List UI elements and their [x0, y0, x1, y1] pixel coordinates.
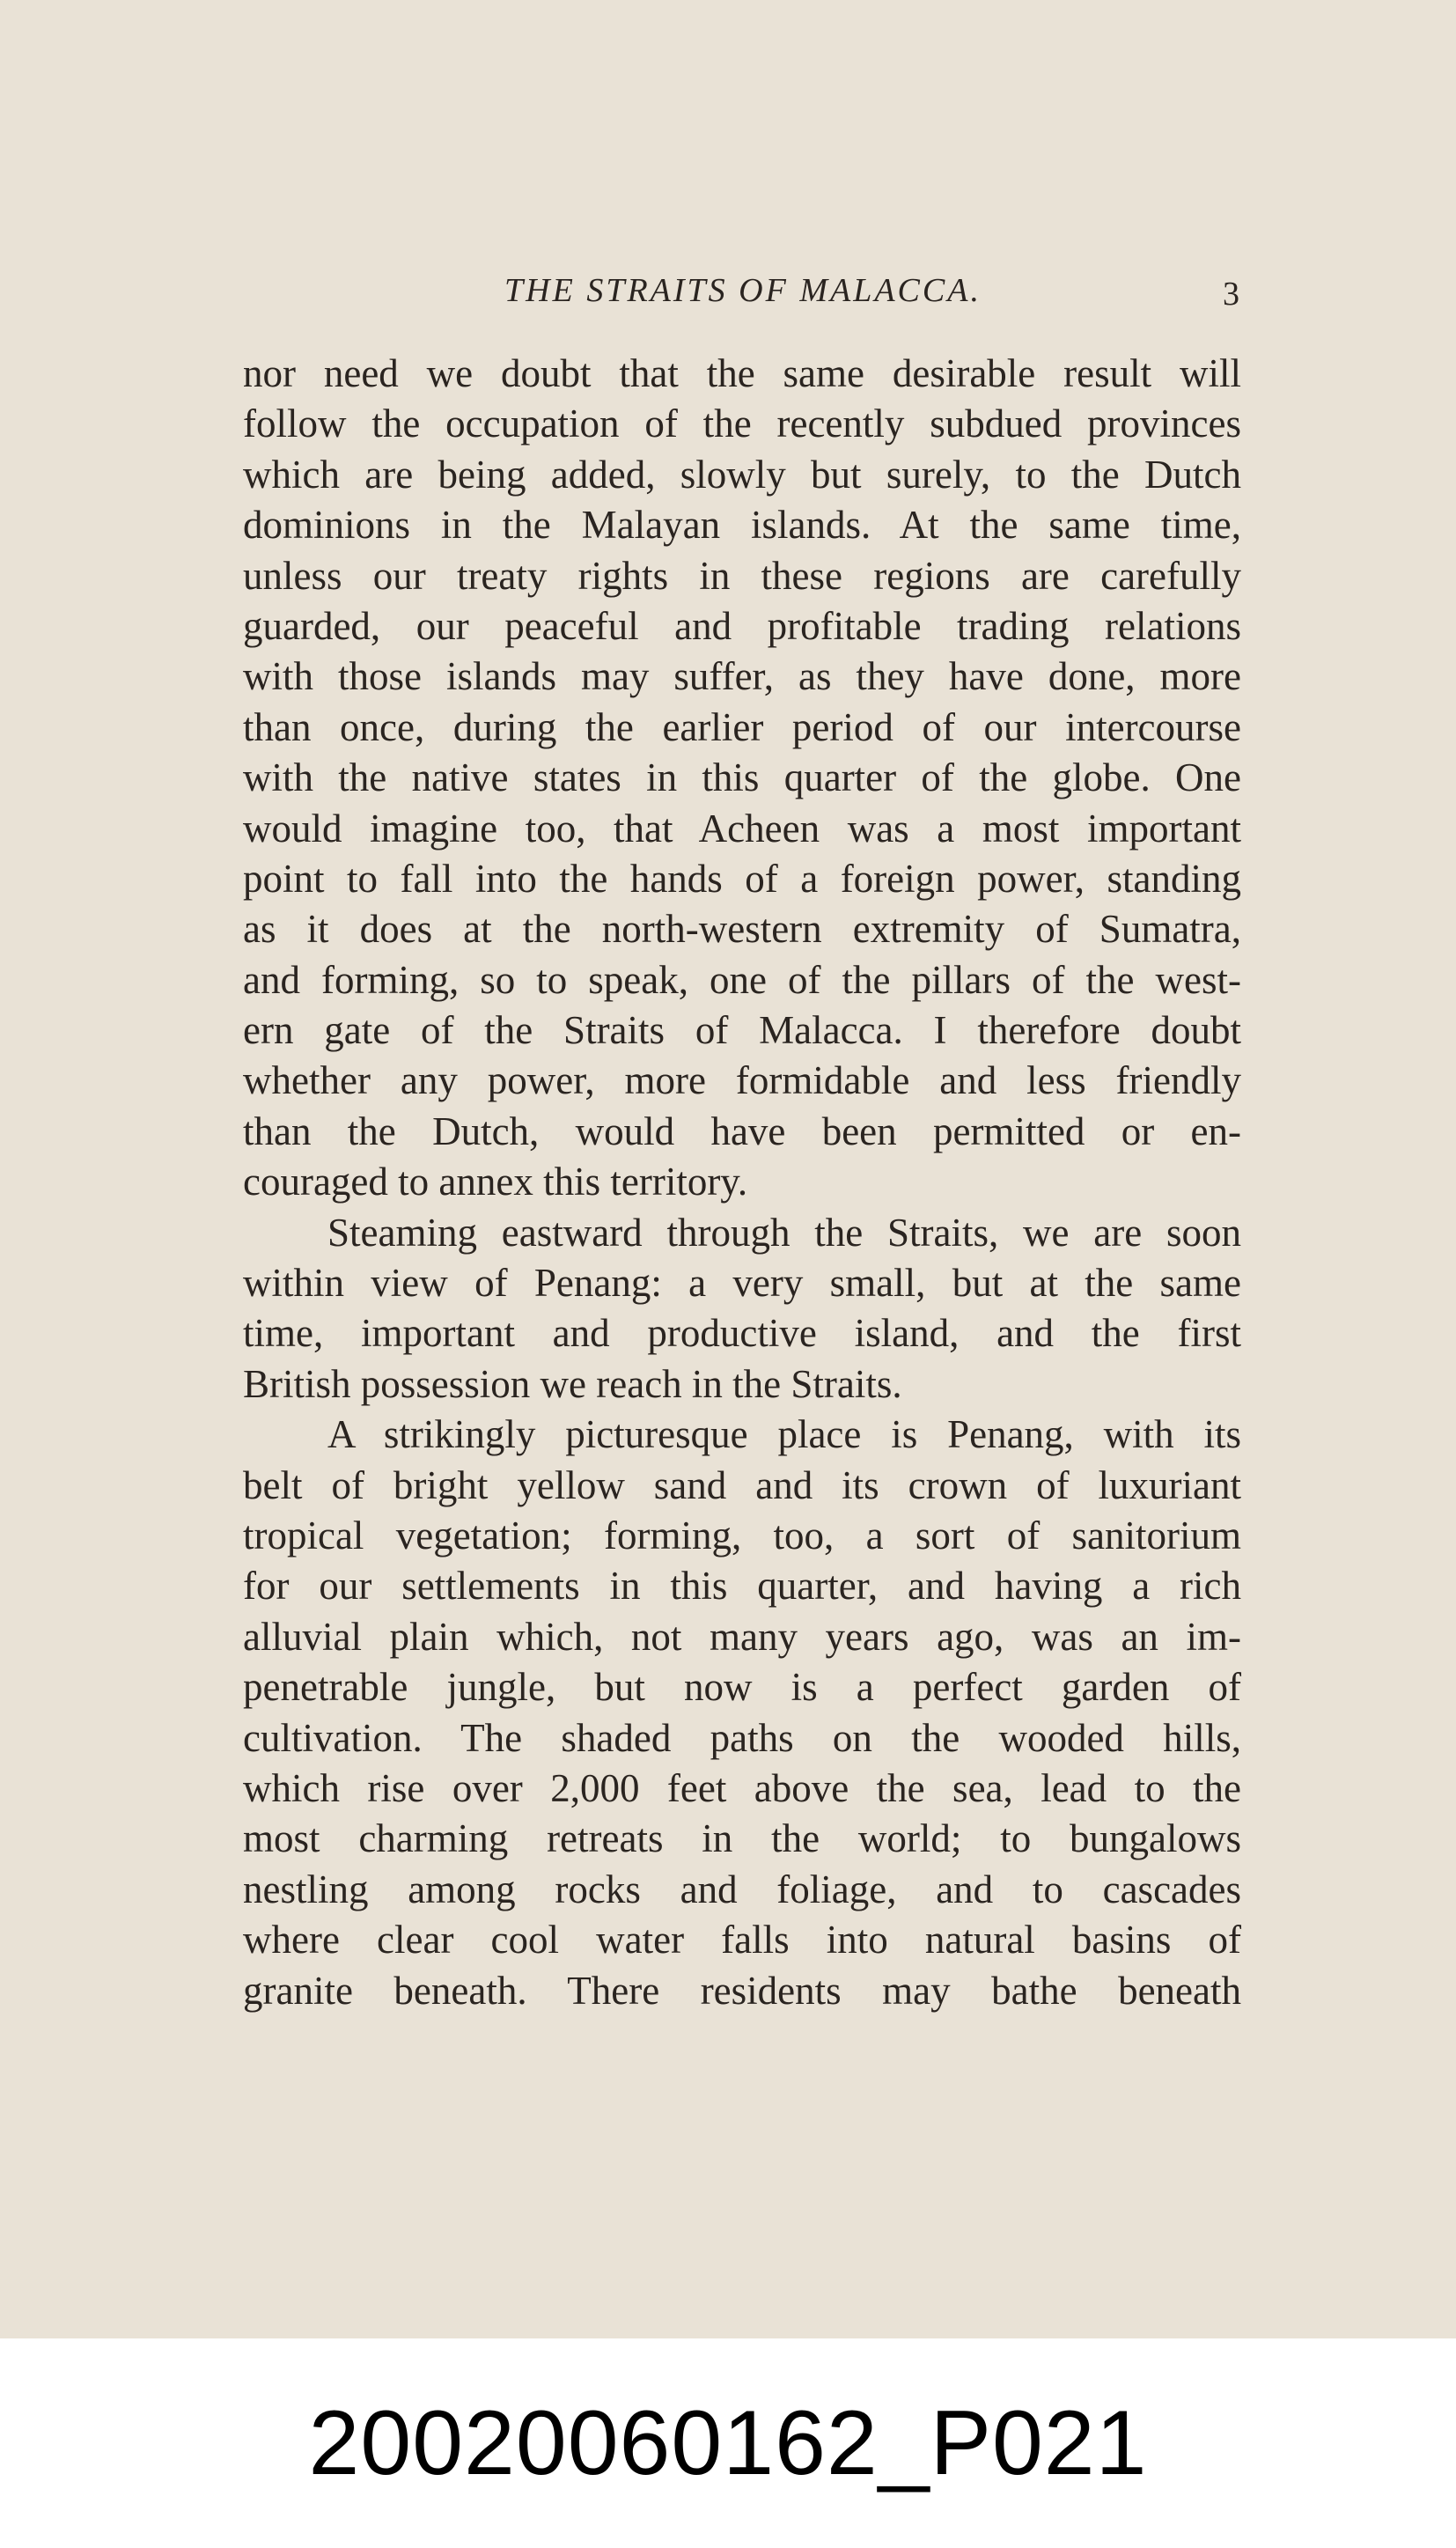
- text-line: guarded, our peaceful and profitable trading relations: [243, 603, 1241, 648]
- text-line: most charming retreats in the world; to bungalows: [243, 1816, 1241, 1861]
- text-line: where clear cool water falls into natural basins of: [243, 1918, 1241, 1963]
- text-line: penetrable jungle, but now is a perfect garden of: [243, 1665, 1241, 1710]
- text-line: which rise over 2,000 feet above the sea, lead to the: [243, 1765, 1241, 1810]
- scan-footer: [0, 2338, 1456, 2548]
- running-head: [246, 271, 1239, 324]
- text-line: dominions in the Malayan islands. At the same time,: [243, 503, 1241, 548]
- text-line: belt of bright yellow sand and its crown of luxuriant: [243, 1462, 1241, 1507]
- text-line: and forming, so to speak, one of the pillars of the west-: [243, 957, 1241, 1002]
- text-line: granite beneath. There residents may bathe beneath: [243, 1968, 1241, 2013]
- text-line: couraged to annex this territory.: [243, 1160, 748, 1204]
- text-line: with the native states in this quarter of the globe. One: [243, 755, 1241, 800]
- text-line: alluvial plain which, not many years ago, was an im-: [243, 1614, 1241, 1659]
- text-line: cultivation. The shaded paths on the wooded hills,: [243, 1715, 1241, 1760]
- body-text: [243, 349, 1241, 2016]
- running-title: THE STRAITS OF MALACCA.: [504, 272, 982, 309]
- text-line: British possession we reach in the Straits.: [243, 1361, 902, 1406]
- text-line: for our settlements in this quarter, and having a rich: [243, 1564, 1241, 1609]
- text-line: as it does at the north-western extremity of Sumatra,: [243, 907, 1241, 952]
- text-line: with those islands may suffer, as they have done, more: [243, 654, 1241, 699]
- text-line: nestling among rocks and foliage, and to cascades: [243, 1867, 1241, 1911]
- text-line: whether any power, more formidable and less friendly: [243, 1058, 1241, 1103]
- text-line: within view of Penang: a very small, but at the same: [243, 1261, 1241, 1306]
- text-line: A strikingly picturesque place is Penang, with its: [327, 1412, 1241, 1457]
- text-line: Steaming eastward through the Straits, we are soon: [327, 1210, 1241, 1255]
- text-line: follow the occupation of the recently subdued provinces: [243, 401, 1241, 446]
- text-line: point to fall into the hands of a foreign power, standing: [243, 856, 1241, 901]
- page-number: 3: [1223, 276, 1239, 313]
- text-line: ern gate of the Straits of Malacca. I therefore doubt: [243, 1008, 1241, 1053]
- text-line: than the Dutch, would have been permitted or en-: [243, 1108, 1241, 1153]
- text-line: tropical vegetation; forming, too, a sort of sanitorium: [243, 1513, 1241, 1558]
- text-line: than once, during the earlier period of our intercourse: [243, 704, 1241, 749]
- text-line: would imagine too, that Acheen was a most important: [243, 806, 1241, 851]
- text-line: unless our treaty rights in these regions are carefully: [243, 553, 1241, 598]
- text-line: which are being added, slowly but surely, to the Dutch: [243, 452, 1241, 497]
- text-line: nor need we doubt that the same desirable result will: [243, 351, 1241, 395]
- scan-id-label: 20020060162_P021: [308, 2392, 1148, 2494]
- text-line: time, important and productive island, and the first: [243, 1311, 1241, 1356]
